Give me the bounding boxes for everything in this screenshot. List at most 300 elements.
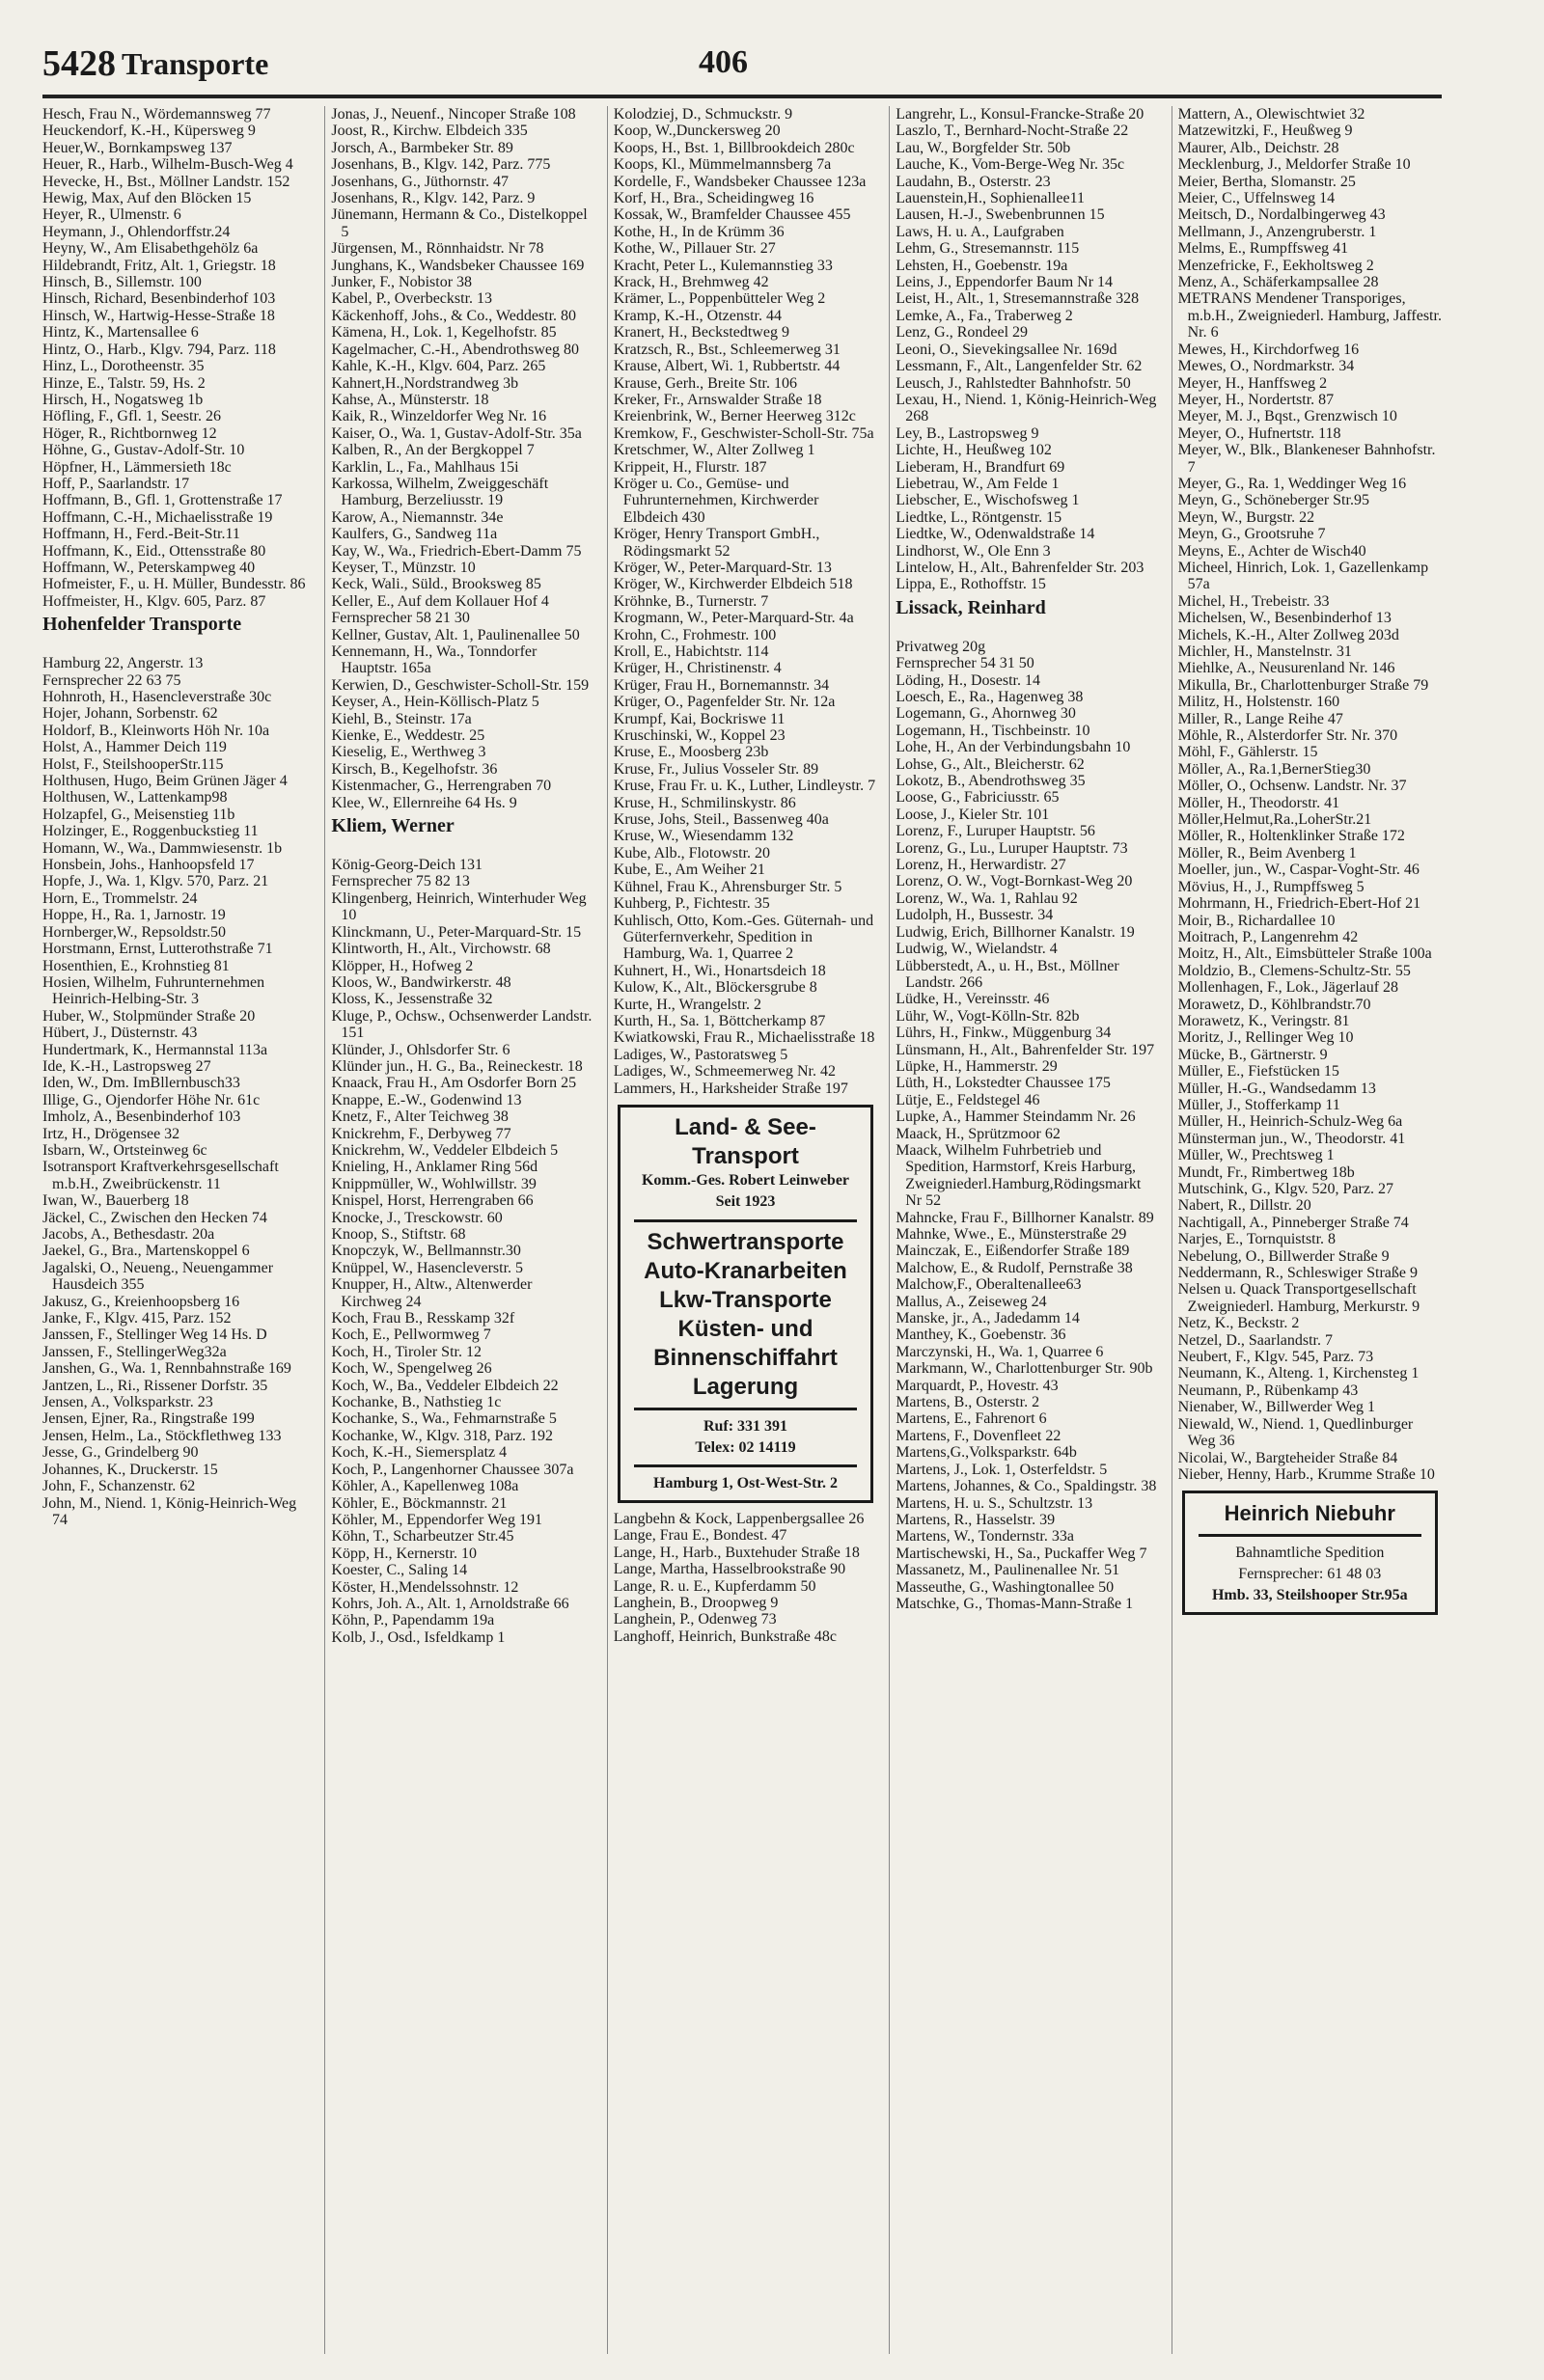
directory-entry: Karkossa, Wilhelm, Zweiggeschäft Hamburg, Berzeliusstr. 19 <box>331 475 549 509</box>
directory-entry: Hoffmann, W., Peterskampweg 40 <box>42 559 256 576</box>
directory-entry: Nachtigall, A., Pinneberger Straße 74 <box>1177 1214 1409 1231</box>
directory-entry: Kratzsch, R., Bst., Schleemerweg 31 <box>613 341 841 358</box>
directory-entry: Honsbein, Johs., Hanhoopsfeld 17 <box>42 857 255 874</box>
directory-entry: Koops, Kl., Mümmelmannsberg 7a <box>613 156 832 174</box>
directory-entry: Köhler, A., Kapellenweg 108a <box>331 1478 519 1495</box>
directory-entry: Knaack, Frau H., Am Osdorfer Born 25 <box>331 1075 577 1092</box>
directory-entry: Moir, B., Richardallee 10 <box>1177 912 1336 929</box>
directory-entry: Janke, F., Klgv. 415, Parz. 152 <box>42 1310 232 1327</box>
directory-entry: Käckenhoff, Johs., & Co., Weddestr. 80 <box>331 307 577 324</box>
directory-entry: Lüth, H., Lokstedter Chaussee 175 <box>896 1075 1111 1092</box>
directory-entry: Lorenz, G., Lu., Luruper Hauptstr. 73 <box>896 839 1128 857</box>
directory-entry: Isbarn, W., Ortsteinweg 6c <box>42 1141 207 1159</box>
header-rule <box>42 95 1442 98</box>
directory-entry: Kolb, J., Osd., Isfeldkamp 1 <box>331 1628 506 1646</box>
directory-entry: Jorsch, A., Barmbeker Str. 89 <box>331 139 513 156</box>
directory-entry: Lindhorst, W., Ole Enn 3 <box>896 542 1051 560</box>
directory-entry: Martens, H. u. S., Schultzstr. 13 <box>896 1494 1093 1512</box>
directory-entry: Kröger, Henry Transport GmbH., Rödingsmarkt 52 <box>613 526 820 560</box>
directory-entry: Hopfe, J., Wa. 1, Klgv. 570, Parz. 21 <box>42 873 269 890</box>
firm-heading: Kliem, Werner <box>331 815 455 837</box>
directory-entry: Kurte, H., Wrangelstr. 2 <box>613 996 762 1013</box>
directory-entry: Kaik, R., Winzeldorfer Weg Nr. 16 <box>331 408 547 425</box>
directory-entry: Malchow, E., & Rudolf, Pernstraße 38 <box>896 1259 1133 1276</box>
directory-entry: Nebelung, O., Billwerder Straße 9 <box>1177 1247 1390 1265</box>
directory-entry: Malchow,F., Oberaltenallee63 <box>896 1276 1082 1294</box>
directory-entry: Liebscher, E., Wischofsweg 1 <box>896 492 1080 509</box>
directory-entry: Morawetz, D., Köhlbrandstr.70 <box>1177 996 1371 1013</box>
directory-entry: Möller, A., Ra.1,BernerStieg30 <box>1177 760 1371 778</box>
directory-entry: Koch, H., Tiroler Str. 12 <box>331 1343 482 1360</box>
section-title: Transporte <box>122 46 269 81</box>
directory-entry: Nieber, Henny, Harb., Krumme Straße 10 <box>1177 1465 1435 1483</box>
directory-entry: Narjes, E., Tornquiststr. 8 <box>1177 1231 1337 1248</box>
directory-entry: Holzinger, E., Roggenbuckstieg 11 <box>42 823 259 840</box>
directory-entry: Koch, Frau B., Resskamp 32f <box>331 1310 515 1327</box>
directory-entry: Krause, Gerh., Breite Str. 106 <box>613 374 797 392</box>
directory-entry: Iden, W., Dm. ImBllernbusch33 <box>42 1075 240 1092</box>
directory-entry: Kuhberg, P., Fichtestr. 35 <box>613 895 770 913</box>
directory-entry: Kühnel, Frau K., Ahrensburger Str. 5 <box>613 878 842 895</box>
directory-entry: Mellmann, J., Anzengruberstr. 1 <box>1177 223 1377 240</box>
directory-entry: Jünemann, Hermann & Co., Distelkoppel 5 <box>331 206 588 240</box>
directory-entry: Ladiges, W., Pastoratsweg 5 <box>613 1046 788 1063</box>
directory-entry: Krüger, H., Christinenstr. 4 <box>613 660 782 677</box>
directory-entry: Lammers, H., Harksheider Straße 197 <box>613 1080 848 1097</box>
directory-entry: Privatweg 20g <box>896 638 986 655</box>
directory-entry: Knieling, H., Anklamer Ring 56d <box>331 1159 538 1176</box>
directory-entry: Fernsprecher 54 31 50 <box>896 655 1034 672</box>
directory-entry: Kröhnke, B., Turnerstr. 7 <box>613 592 769 610</box>
directory-entry: Menz, A., Schäferkampsallee 28 <box>1177 274 1379 291</box>
directory-entry: Münsterman jun., W., Theodorstr. 41 <box>1177 1130 1406 1147</box>
directory-entry: Krack, H., Brehmweg 42 <box>613 274 769 291</box>
directory-entry: Massanetz, M., Paulinenallee Nr. 51 <box>896 1562 1120 1579</box>
directory-entry: Maack, Wilhelm Fuhrbetrieb und Spedition, Harmstorf, Kreis Harburg, Zweigniederl.Hamburg,Rödingsmarkt Nr 52 <box>896 1141 1142 1210</box>
directory-entry: Koester, C., Saling 14 <box>331 1562 468 1579</box>
directory-entry: Holst, F., SteilshooperStr.115 <box>42 755 224 773</box>
directory-entry: Irtz, H., Drögensee 32 <box>42 1125 180 1142</box>
directory-entry: Kröger, W., Kirchwerder Elbdeich 518 <box>613 576 853 593</box>
directory-entry: Kolodziej, D., Schmuckstr. 9 <box>613 106 793 123</box>
directory-entry: Heyny, W., Am Elisabethgehölz 6a <box>42 240 259 258</box>
directory-entry: Niewald, W., Niend. 1, Quedlinburger Weg 36 <box>1177 1415 1414 1450</box>
directory-entry: Knickrehm, F., Derbyweg 77 <box>331 1125 511 1142</box>
directory-entry: Möhl, F., Gählerstr. 15 <box>1177 744 1318 761</box>
directory-entry: Johannes, K., Druckerstr. 15 <box>42 1461 218 1478</box>
directory-entry: Lauenstein,H., Sophienallee11 <box>896 190 1085 207</box>
directory-entry: Martischewski, H., Sa., Puckaffer Weg 7 <box>896 1545 1147 1562</box>
directory-entry: Mundt, Fr., Rimbertweg 18b <box>1177 1163 1355 1181</box>
directory-entry: Kahnert,H.,Nordstrandweg 3b <box>331 374 519 392</box>
ad-service: Lkw-Transporte <box>659 1286 832 1313</box>
directory-entry: Kay, W., Wa., Friedrich-Ebert-Damm 75 <box>331 542 582 560</box>
directory-entry: Mahnke, Wwe., E., Münsterstraße 29 <box>896 1226 1127 1243</box>
directory-entry: Michels, K.-H., Alter Zollweg 203d <box>1177 626 1399 643</box>
directory-entry: Heuer, R., Harb., Wilhelm-Busch-Weg 4 <box>42 156 293 174</box>
directory-entry: Loesch, E., Ra., Hagenweg 38 <box>896 689 1084 705</box>
directory-entry: Hamburg 22, Angerstr. 13 <box>42 655 204 672</box>
directory-entry: Hirsch, H., Nogatsweg 1b <box>42 391 204 408</box>
directory-entry: Martens, R., Hasselstr. 39 <box>896 1511 1056 1528</box>
directory-entry: Jürgensen, M., Rönnhaidstr. Nr 78 <box>331 240 544 258</box>
directory-entry: Lupke, A., Hammer Steindamm Nr. 26 <box>896 1108 1136 1126</box>
directory-entry: Maurer, Alb., Deichstr. 28 <box>1177 139 1339 156</box>
directory-entry: Meyer, H., Hanffsweg 2 <box>1177 374 1328 392</box>
directory-entry: Kluge, P., Ochsw., Ochsenwerder Landstr. 151 <box>331 1007 593 1042</box>
directory-entry: Moitrach, P., Langenrehm 42 <box>1177 928 1359 945</box>
directory-entry: Klünder jun., H. G., Ba., Reineckestr. 18 <box>331 1057 583 1075</box>
directory-entry: Mallus, A., Zeiseweg 24 <box>896 1293 1047 1310</box>
directory-entry: Kahse, A., Münsterstr. 18 <box>331 391 489 408</box>
directory-entry: Neumann, K., Alteng. 1, Kirchensteg 1 <box>1177 1365 1420 1382</box>
directory-entry: John, M., Niend. 1, König-Heinrich-Weg 74 <box>42 1494 297 1528</box>
directory-entry: Kaulfers, G., Sandweg 11a <box>331 526 498 543</box>
directory-entry: Kruse, H., Schmilinskystr. 86 <box>613 794 796 811</box>
directory-entry: Kruse, E., Moosberg 23b <box>613 744 769 761</box>
directory-entry: Höhne, G., Gustav-Adolf-Str. 10 <box>42 442 245 459</box>
directory-entry: Kaiser, O., Wa. 1, Gustav-Adolf-Str. 35a <box>331 424 582 442</box>
directory-entry: Keller, E., Auf dem Kollauer Hof 4 <box>331 592 549 610</box>
directory-entry: Martens, B., Osterstr. 2 <box>896 1394 1040 1411</box>
page-number: 406 <box>699 44 748 80</box>
directory-entry: Neumann, P., Rübenkamp 43 <box>1177 1381 1359 1399</box>
directory-entry: Müller, H.-G., Wandsedamm 13 <box>1177 1080 1376 1097</box>
ad-founded: Seit 1923 <box>715 1192 776 1210</box>
directory-entry: Masseuthe, G., Washingtonallee 50 <box>896 1578 1115 1596</box>
directory-entry: Knickrehm, W., Veddeler Elbdeich 5 <box>331 1141 559 1159</box>
directory-entry: Iwan, W., Bauerberg 18 <box>42 1192 189 1210</box>
firm-heading: Lissack, Reinhard <box>896 596 1046 618</box>
directory-entry: Mollenhagen, F., Lok., Jägerlauf 28 <box>1177 979 1399 997</box>
directory-entry: Köhler, M., Eppendorfer Weg 191 <box>331 1511 542 1528</box>
directory-entry: Kretschmer, W., Alter Zollweg 1 <box>613 442 815 459</box>
directory-entry: Hohnroth, H., Hasencleverstraße 30c <box>42 689 272 705</box>
directory-entry: Mattern, A., Olewischtwiet 32 <box>1177 106 1365 123</box>
directory-entry: Höger, R., Richtbornweg 12 <box>42 424 217 442</box>
directory-entry: Ludolph, H., Bussestr. 34 <box>896 907 1054 924</box>
ad-service: Binnenschiffahrt <box>653 1344 838 1371</box>
directory-entry: Hesch, Frau N., Wördemannsweg 77 <box>42 106 271 123</box>
ad-address: Hmb. 33, Steilshooper Str.95a <box>1211 1587 1408 1604</box>
directory-entry: Mücke, B., Gärtnerstr. 9 <box>1177 1046 1328 1063</box>
directory-entry: Möller,Helmut,Ra.,LoherStr.21 <box>1177 811 1372 829</box>
directory-entry: Jaekel, G., Bra., Martenskoppel 6 <box>42 1243 250 1260</box>
directory-entry: Krippeit, H., Flurstr. 187 <box>613 458 767 476</box>
directory-entry: Logemann, H., Tischbeinstr. 10 <box>896 722 1090 739</box>
directory-entry: Miller, R., Lange Reihe 47 <box>1177 710 1343 727</box>
column-2 <box>324 106 594 2354</box>
directory-entry: Möller, O., Ochsenw. Landstr. Nr. 37 <box>1177 778 1407 795</box>
directory-entry: Martens, F., Dovenfleet 22 <box>896 1427 1062 1444</box>
directory-entry: Kennemann, H., Wa., Tonndorfer Hauptstr. 165a <box>331 643 538 677</box>
directory-entry: Manske, jr., A., Jadedamm 14 <box>896 1310 1080 1327</box>
directory-entry: Hosien, Wilhelm, Fuhrunternehmen Heinrich-Helbing-Str. 3 <box>42 973 265 1008</box>
directory-entry: Janssen, F., Stellinger Weg 14 Hs. D <box>42 1327 267 1344</box>
directory-entry: Logemann, G., Ahornweg 30 <box>896 705 1076 723</box>
directory-entry: Koch, K.-H., Siemersplatz 4 <box>331 1444 508 1462</box>
directory-entry: Ladiges, W., Schmeemerweg Nr. 42 <box>613 1063 836 1081</box>
directory-entry: Hornberger,W., Repsoldstr.50 <box>42 923 227 941</box>
directory-entry: Marquardt, P., Hovestr. 43 <box>896 1377 1059 1394</box>
ad-divider <box>634 1219 857 1222</box>
directory-entry: Laudahn, B., Osterstr. 23 <box>896 173 1051 190</box>
directory-entry: Heymann, J., Ohlendorffstr.24 <box>42 223 231 240</box>
directory-entry: Lausen, H.-J., Swebenbrunnen 15 <box>896 206 1105 224</box>
directory-entry: Jesse, G., Grindelberg 90 <box>42 1444 199 1462</box>
directory-entry: Lorenz, W., Wa. 1, Rahlau 92 <box>896 889 1078 907</box>
directory-entry: Hinz, L., Dorotheenstr. 35 <box>42 358 205 375</box>
directory-entry: Köhler, E., Böckmannstr. 21 <box>331 1494 508 1512</box>
directory-entry: Keck, Wali., Süld., Brooksweg 85 <box>331 576 541 593</box>
directory-entry: Lorenz, H., Herwardistr. 27 <box>896 857 1066 874</box>
directory-entry: Krause, Albert, Wi. 1, Rubbertstr. 44 <box>613 358 841 375</box>
directory-entry: Meier, Bertha, Slomanstr. 25 <box>1177 173 1356 190</box>
directory-entry: Kothe, H., In de Krümm 36 <box>613 223 785 240</box>
directory-entry: Martens, Johannes, & Co., Spaldingstr. 38 <box>896 1478 1157 1495</box>
directory-entry: Knispel, Horst, Herrengraben 66 <box>331 1192 534 1210</box>
directory-entry: Kistenmacher, G., Herrengraben 70 <box>331 778 552 795</box>
directory-entry: Holthusen, W., Lattenkamp98 <box>42 789 228 807</box>
directory-entry: Kämena, H., Lok. 1, Kegelhofstr. 85 <box>331 324 557 342</box>
directory-entry: Löding, H., Dosestr. 14 <box>896 671 1040 689</box>
directory-entry: Müller, J., Stofferkamp 11 <box>1177 1096 1340 1113</box>
directory-entry: Lintelow, H., Alt., Bahrenfelder Str. 203 <box>896 559 1144 576</box>
directory-entry: Jakusz, G., Kreienhoopsberg 16 <box>42 1293 240 1310</box>
ad-service: Schwertransporte <box>647 1228 844 1255</box>
directory-entry: Langrehr, L., Konsul-Francke-Straße 20 <box>896 106 1144 123</box>
directory-entry: Janshen, G., Wa. 1, Rennbahnstraße 169 <box>42 1360 291 1378</box>
directory-entry: Hinze, E., Talstr. 59, Hs. 2 <box>42 374 206 392</box>
directory-entry: Karow, A., Niemannstr. 34e <box>331 508 504 526</box>
ad-divider <box>634 1464 857 1467</box>
directory-entry: Lippa, E., Rothoffstr. 15 <box>896 576 1046 593</box>
directory-entry: Mahncke, Frau F., Billhorner Kanalstr. 89 <box>896 1209 1154 1226</box>
directory-entry: Möhle, R., Alsterdorfer Str. Nr. 370 <box>1177 727 1398 745</box>
ad-divider <box>1199 1534 1421 1537</box>
directory-entry: Kochanke, W., Klgv. 318, Parz. 192 <box>331 1427 553 1444</box>
directory-entry: Hübert, J., Düsternstr. 43 <box>42 1025 198 1042</box>
directory-entry: Müller, H., Heinrich-Schulz-Weg 6a <box>1177 1113 1403 1131</box>
directory-entry: Lehsten, H., Goebenstr. 19a <box>896 257 1068 274</box>
directory-entry: Martens, W., Tondernstr. 33a <box>896 1528 1074 1546</box>
directory-entry: Hoffmann, H., Ferd.-Beit-Str.11 <box>42 526 240 543</box>
directory-entry: Lichte, H., Heußweg 102 <box>896 442 1052 459</box>
directory-entry: Holthusen, Hugo, Beim Grünen Jäger 4 <box>42 773 288 790</box>
ad-address: Hamburg 1, Ost-West-Str. 2 <box>653 1474 838 1491</box>
directory-entry: Meier, C., Uffelnsweg 14 <box>1177 190 1336 207</box>
directory-entry: Hoffmann, K., Eid., Ottensstraße 80 <box>42 542 266 560</box>
directory-entry: Kremkow, F., Geschwister-Scholl-Str. 75a <box>613 424 874 442</box>
directory-entry: Michler, H., Manstelnstr. 31 <box>1177 643 1352 660</box>
directory-entry: Nienaber, W., Billwerder Weg 1 <box>1177 1399 1375 1416</box>
directory-entry: Kirsch, B., Kegelhofstr. 36 <box>331 760 498 778</box>
directory-entry: Klünder, J., Ohlsdorfer Str. 6 <box>331 1041 510 1058</box>
directory-entry: Laws, H. u. A., Laufgraben <box>896 223 1064 240</box>
directory-entry: Meitsch, D., Nordalbingerweg 43 <box>1177 206 1386 224</box>
directory-entry: Höfling, F., Gfl. 1, Seestr. 26 <box>42 408 221 425</box>
directory-entry: Martens, E., Fahrenort 6 <box>896 1410 1047 1428</box>
directory-entry: Lohse, G., Alt., Bleicherstr. 62 <box>896 755 1085 773</box>
directory-entry: Michel, H., Trebeistr. 33 <box>1177 592 1330 610</box>
directory-entry: Micheel, Hinrich, Lok. 1, Gazellenkamp 57a <box>1177 559 1429 593</box>
directory-entry: Moritz, J., Rellinger Weg 10 <box>1177 1029 1354 1047</box>
directory-entry: Liedtke, L., Röntgenstr. 15 <box>896 508 1062 526</box>
directory-entry: Kulow, K., Alt., Blöckersgrube 8 <box>613 979 817 997</box>
directory-entry: Klee, W., Ellernreihe 64 Hs. 9 <box>331 794 517 811</box>
directory-entry: Höpfner, H., Lämmersieth 18c <box>42 458 232 476</box>
directory-entry: Kieselig, E., Werthweg 3 <box>331 744 486 761</box>
directory-entry: Kramp, K.-H., Otzenstr. 44 <box>613 307 782 324</box>
ad-service: Küsten- und <box>677 1315 813 1342</box>
directory-entry: Knocke, J., Tresckowstr. 60 <box>331 1209 503 1226</box>
directory-entry: Kienke, E., Weddestr. 25 <box>331 727 485 745</box>
ad-company: Komm.-Ges. Robert Leinweber <box>641 1171 850 1189</box>
directory-entry: Mövius, H., J., Rumpffsweg 5 <box>1177 878 1365 895</box>
directory-entry: Köhn, T., Scharbeutzer Str.45 <box>331 1528 514 1546</box>
directory-entry: Leins, J., Eppendorfer Baum Nr 14 <box>896 274 1114 291</box>
firm-heading: Hohenfelder Transporte <box>42 614 242 636</box>
directory-entry: Knopczyk, W., Bellmannstr.30 <box>331 1243 521 1260</box>
directory-entry: Lüdke, H., Vereinsstr. 46 <box>896 991 1050 1008</box>
page-code: 5428 <box>42 43 116 84</box>
column-3 <box>607 106 877 2354</box>
directory-entry: Kube, E., Am Weiher 21 <box>613 862 765 879</box>
directory-entry: Meyer, O., Hufnertstr. 118 <box>1177 424 1341 442</box>
directory-entry: Mutschink, G., Klgv. 520, Parz. 27 <box>1177 1181 1393 1197</box>
directory-entry: Müller, W., Prechtsweg 1 <box>1177 1147 1335 1164</box>
directory-entry: Hevecke, H., Bst., Möllner Landstr. 152 <box>42 173 290 190</box>
directory-entry: Langhein, P., Odenweg 73 <box>613 1611 777 1628</box>
directory-entry: Ludwig, W., Wielandstr. 4 <box>896 941 1058 958</box>
directory-entry: Krumpf, Kai, Bockriswe 11 <box>613 710 786 727</box>
ad-divider <box>634 1408 857 1410</box>
directory-entry: Klingenberg, Heinrich, Winterhuder Weg 10 <box>331 889 587 924</box>
directory-entry: Marczynski, H., Wa. 1, Quarree 6 <box>896 1343 1104 1360</box>
directory-entry: Kwiatkowski, Frau R., Michaelisstraße 18 <box>613 1029 875 1047</box>
directory-entry: Kurth, H., Sa. 1, Böttcherkamp 87 <box>613 1012 826 1029</box>
directory-entry: Holdorf, B., Kleinworts Höh Nr. 10a <box>42 722 270 739</box>
directory-entry: Keyser, A., Hein-Köllisch-Platz 5 <box>331 694 539 711</box>
directory-entry: Horstmann, Ernst, Lutterothstraße 71 <box>42 941 273 958</box>
directory-entry: Horn, E., Trommelstr. 24 <box>42 889 198 907</box>
advertisement-land-see-transport <box>618 1105 873 1503</box>
directory-entry: Holst, A., Hammer Deich 119 <box>42 739 227 756</box>
directory-entry: Neddermann, R., Schleswiger Straße 9 <box>1177 1265 1418 1282</box>
directory-entry: Knetz, F., Alter Teichweg 38 <box>331 1108 509 1126</box>
directory-entry: Kalben, R., An der Bergkoppel 7 <box>331 442 535 459</box>
directory-entry: Heuckendorf, K.-H., Küpersweg 9 <box>42 123 256 140</box>
directory-entry: Koch, E., Pellwormweg 7 <box>331 1327 491 1344</box>
directory-entry: Müller, E., Fiefstücken 15 <box>1177 1063 1339 1081</box>
directory-entry: Langhein, B., Droopweg 9 <box>613 1595 779 1611</box>
directory-entry: Netzel, D., Saarlandstr. 7 <box>1177 1331 1333 1349</box>
directory-entry: Ludwig, Erich, Billhorner Kanalstr. 19 <box>896 923 1135 941</box>
directory-entry: Mohrmann, H., Friedrich-Ebert-Hof 21 <box>1177 895 1421 913</box>
directory-entry: Lemke, A., Fa., Traberweg 2 <box>896 307 1073 324</box>
directory-entry: Hoff, P., Saarlandstr. 17 <box>42 475 190 492</box>
directory-entry: Kreienbrink, W., Berner Heerweg 312c <box>613 408 856 425</box>
directory-entry: Klintworth, H., Alt., Virchowstr. 68 <box>331 941 551 958</box>
directory-entry: Hinsch, Richard, Besenbinderhof 103 <box>42 290 276 308</box>
directory-entry: Koop, W.,Dunckersweg 20 <box>613 123 781 140</box>
directory-entry: Josenhans, G., Jüthornstr. 47 <box>331 173 509 190</box>
directory-entry: Knoop, S., Stiftstr. 68 <box>331 1226 466 1243</box>
directory-entry: Fernsprecher 58 21 30 <box>331 610 470 627</box>
directory-entry: Kruschinski, W., Koppel 23 <box>613 727 786 745</box>
directory-entry: Hoffmann, C.-H., Michaelisstraße 19 <box>42 508 273 526</box>
directory-entry: Jonas, J., Neuenf., Nincoper Straße 108 <box>331 106 576 123</box>
directory-entry: Krüger, O., Pagenfelder Str. Nr. 12a <box>613 694 836 711</box>
directory-entry: Kruse, W., Wiesendamm 132 <box>613 828 794 845</box>
directory-entry: Knupper, H., Altw., Altenwerder Kirchweg 24 <box>331 1276 533 1310</box>
directory-entry: Nelsen u. Quack Transportgesellschaft Zweigniederl. Hamburg, Merkurstr. 9 <box>1177 1281 1420 1315</box>
directory-entry: Nabert, R., Dillstr. 20 <box>1177 1197 1311 1215</box>
directory-entry: Hintz, K., Martensallee 6 <box>42 324 199 342</box>
directory-entry: Meyn, G., Grootsruhe 7 <box>1177 526 1326 543</box>
directory-entry: Kruse, Fr., Julius Vosseler Str. 89 <box>613 760 819 778</box>
directory-entry: Knippmüller, W., Wohlwillstr. 39 <box>331 1175 537 1192</box>
directory-entry: Kochanke, B., Nathstieg 1c <box>331 1394 502 1411</box>
directory-entry: Martens,G.,Volksparkstr. 64b <box>896 1444 1077 1462</box>
directory-entry: Lieberam, H., Brandfurt 69 <box>896 458 1065 476</box>
directory-entry: Heuer,W., Bornkampsweg 137 <box>42 139 233 156</box>
directory-entry: Miehlke, A., Neusurenland Nr. 146 <box>1177 660 1395 677</box>
directory-entry: Moitz, H., Alt., Eimsbütteler Straße 100a <box>1177 945 1432 963</box>
directory-entry: Lau, W., Borgfelder Str. 50b <box>896 139 1071 156</box>
directory-entry: Neubert, F., Klgv. 545, Parz. 73 <box>1177 1349 1374 1366</box>
directory-entry: Lüpke, H., Hammerstr. 29 <box>896 1057 1058 1075</box>
directory-entry: Mecklenburg, J., Meldorfer Straße 10 <box>1177 156 1411 174</box>
page-header <box>42 39 1442 87</box>
directory-entry: Kochanke, S., Wa., Fehmarnstraße 5 <box>331 1410 557 1428</box>
directory-entry: Holzapfel, G., Meisenstieg 11b <box>42 806 235 823</box>
directory-entry: Illige, G., Ojendorfer Höhe Nr. 61c <box>42 1091 261 1108</box>
directory-entry: Köster, H.,Mendelssohnstr. 12 <box>331 1578 519 1596</box>
ad-phone: Fernsprecher: 61 48 03 <box>1238 1566 1382 1583</box>
directory-entry: Krüger, Frau H., Bornemannstr. 34 <box>613 676 830 694</box>
directory-entry: Manthey, K., Goebenstr. 36 <box>896 1327 1066 1344</box>
directory-entry: Kruse, Johs, Steil., Bassenweg 40a <box>613 811 829 829</box>
ad-title: Land- & See-Transport <box>675 1113 816 1169</box>
directory-entry: Fernsprecher 75 82 13 <box>331 873 470 890</box>
directory-entry: Ley, B., Lastropsweg 9 <box>896 424 1039 442</box>
directory-entry: Hinsch, W., Hartwig-Hesse-Straße 18 <box>42 307 275 324</box>
directory-entry: Hofmeister, F., u. H. Müller, Bundesstr. 86 <box>42 576 306 593</box>
directory-entry: Hoppe, H., Ra. 1, Jarnostr. 19 <box>42 907 226 924</box>
directory-entry: Liebetrau, W., Am Felde 1 <box>896 475 1060 492</box>
directory-entry: Lessmann, F., Alt., Langenfelder Str. 62 <box>896 358 1143 375</box>
directory-entry: Kranert, H., Beckstedtweg 9 <box>613 324 789 342</box>
directory-entry: Hoffmann, B., Gfl. 1, Grottenstraße 17 <box>42 492 283 509</box>
directory-entry: Hinsch, B., Sillemstr. 100 <box>42 274 202 291</box>
directory-entry: Kordelle, F., Wandsbeker Chaussee 123a <box>613 173 867 190</box>
directory-entry: Kellner, Gustav, Alt. 1, Paulinenallee 50 <box>331 626 580 643</box>
directory-entry: Langbehn & Kock, Lappenbergsallee 26 <box>613 1510 865 1527</box>
directory-entry: Moldzio, B., Clemens-Schultz-Str. 55 <box>1177 962 1411 979</box>
directory-entry: Liedtke, W., Odenwaldstraße 14 <box>896 526 1095 543</box>
directory-entry: Lange, Martha, Hasselbrookstraße 90 <box>613 1561 846 1578</box>
directory-entry: Knappe, E.-W., Godenwind 13 <box>331 1091 522 1108</box>
directory-entry: Junghans, K., Wandsbeker Chaussee 169 <box>331 257 585 274</box>
directory-entry: Jacobs, A., Bethesdastr. 20a <box>42 1226 215 1243</box>
directory-entry: Lauche, K., Vom-Berge-Weg Nr. 35c <box>896 156 1125 174</box>
directory-entry: Kothe, W., Pillauer Str. 27 <box>613 240 776 258</box>
directory-entry: Kohrs, Joh. A., Alt. 1, Arnoldstraße 66 <box>331 1595 569 1612</box>
directory-entry: Koops, H., Bst. 1, Billbrookdeich 280c <box>613 139 855 156</box>
directory-entry: Imholz, A., Besenbinderhof 103 <box>42 1108 241 1126</box>
directory-entry: Lünsmann, H., Alt., Bahrenfelder Str. 197 <box>896 1041 1155 1058</box>
